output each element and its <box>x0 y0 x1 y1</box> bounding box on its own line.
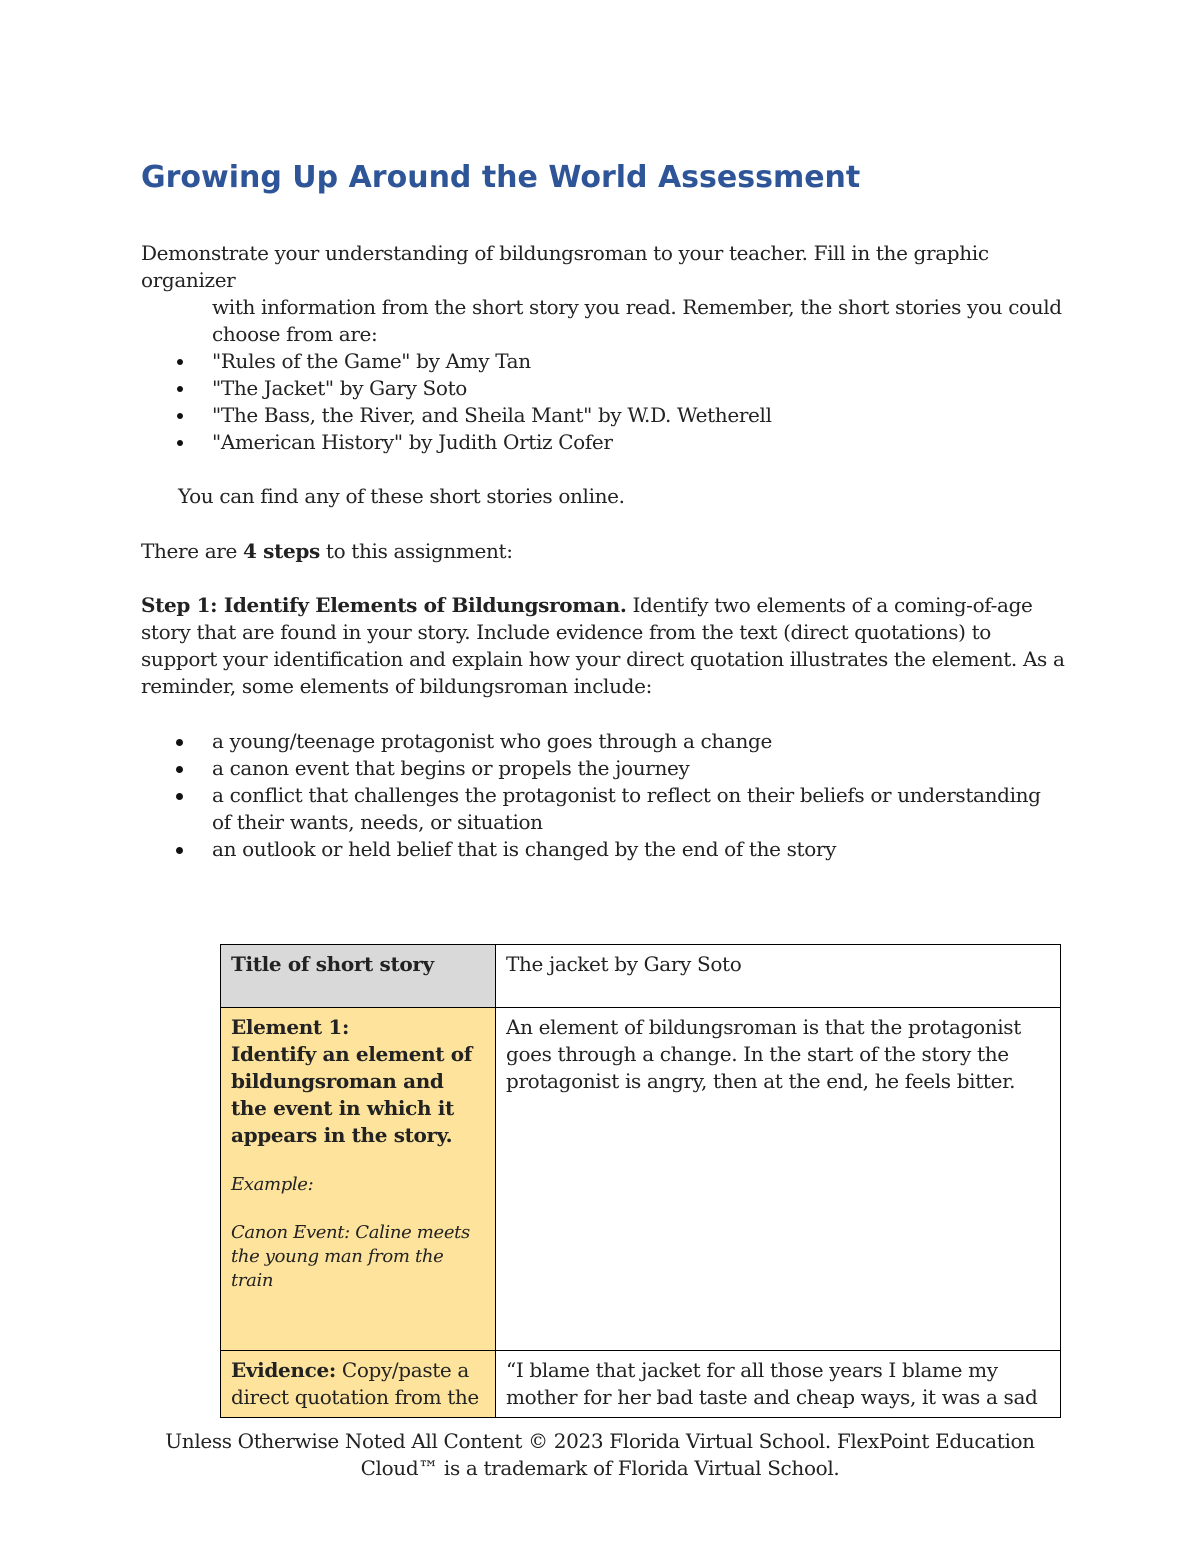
intro-line-1: Demonstrate your understanding of bildungsroman to your teacher. Fill in the graphic organizer <box>141 241 989 292</box>
list-item: a young/teenage protagonist who goes through a change <box>176 728 1056 755</box>
list-item: "The Jacket" by Gary Soto <box>176 375 1056 402</box>
page-footer: Unless Otherwise Noted All Content © 2023 Florida Virtual School. FlexPoint Education Cloud™ is a trademark of Florida Virtual School. <box>165 1429 1035 1480</box>
elements-list <box>176 728 1056 863</box>
list-item: an outlook or held belief that is changed by the end of the story <box>176 836 1056 863</box>
intro-line-2: with information from the short story you read. Remember, the short stories you could <box>212 295 1062 319</box>
intro-line-3: choose from are: <box>212 322 378 346</box>
bullet-icon <box>177 413 183 419</box>
element-1-label-cell: Element 1: Identify an element of bildungsroman and the event in which it appears in the story. Example: Canon Event: Caline meets the young man from the train <box>221 1008 496 1351</box>
title-label-cell: Title of short story <box>221 945 496 1008</box>
page-title: Growing Up Around the World Assessment <box>141 160 861 195</box>
find-online-text: You can find any of these short stories online. <box>178 484 625 508</box>
list-item: "Rules of the Game" by Amy Tan <box>176 348 1056 375</box>
step-1-heading: Step 1: Identify Elements of Bildungsroman. <box>141 593 627 617</box>
table-row <box>221 1008 1061 1351</box>
bullet-icon <box>177 440 183 446</box>
example-label: Example: <box>231 1174 314 1195</box>
bullet-icon <box>176 739 183 746</box>
bullet-icon <box>176 847 183 854</box>
element-1-answer-cell[interactable]: An element of bildungsroman is that the protagonist goes through a change. In the start of the story the protagonist is angry, then at the end, he feels bitter. <box>496 1008 1061 1351</box>
bullet-icon <box>177 359 183 365</box>
list-item: a conflict that challenges the protagonist to reflect on their beliefs or understanding of their wants, needs, or situation <box>176 782 1056 836</box>
title-answer-cell[interactable]: The jacket by Gary Soto <box>496 945 1061 1008</box>
intro-paragraph <box>141 240 1081 348</box>
bullet-icon <box>176 793 183 800</box>
list-item: "American History" by Judith Ortiz Cofer <box>176 429 1056 456</box>
example-text: Canon Event: Caline meets the young man from the train <box>231 1222 470 1291</box>
evidence-label-cell: Evidence: Copy/paste a direct quotation from the <box>221 1351 496 1418</box>
bullet-icon <box>176 766 183 773</box>
steps-intro: There are 4 steps to this assignment: <box>141 539 513 563</box>
graphic-organizer-table <box>220 944 1061 1418</box>
table-row <box>221 1351 1061 1418</box>
story-list <box>176 348 1056 456</box>
list-item: a canon event that begins or propels the journey <box>176 755 1056 782</box>
evidence-answer-cell[interactable]: “I blame that jacket for all those years I blame my mother for her bad taste and cheap ways, it was a sad <box>496 1351 1061 1418</box>
list-item: "The Bass, the River, and Sheila Mant" by W.D. Wetherell <box>176 402 1056 429</box>
bullet-icon <box>177 386 183 392</box>
step-1-paragraph: Step 1: Identify Elements of Bildungsroman. Identify two elements of a coming-of-age story that are found in your story. Include evidence from the text (direct quotations) to support your identification and explain how your direct quotation illustrates the element. As a reminder, some elements of bildungsroman include: <box>141 593 1065 698</box>
table-row <box>221 945 1061 1008</box>
